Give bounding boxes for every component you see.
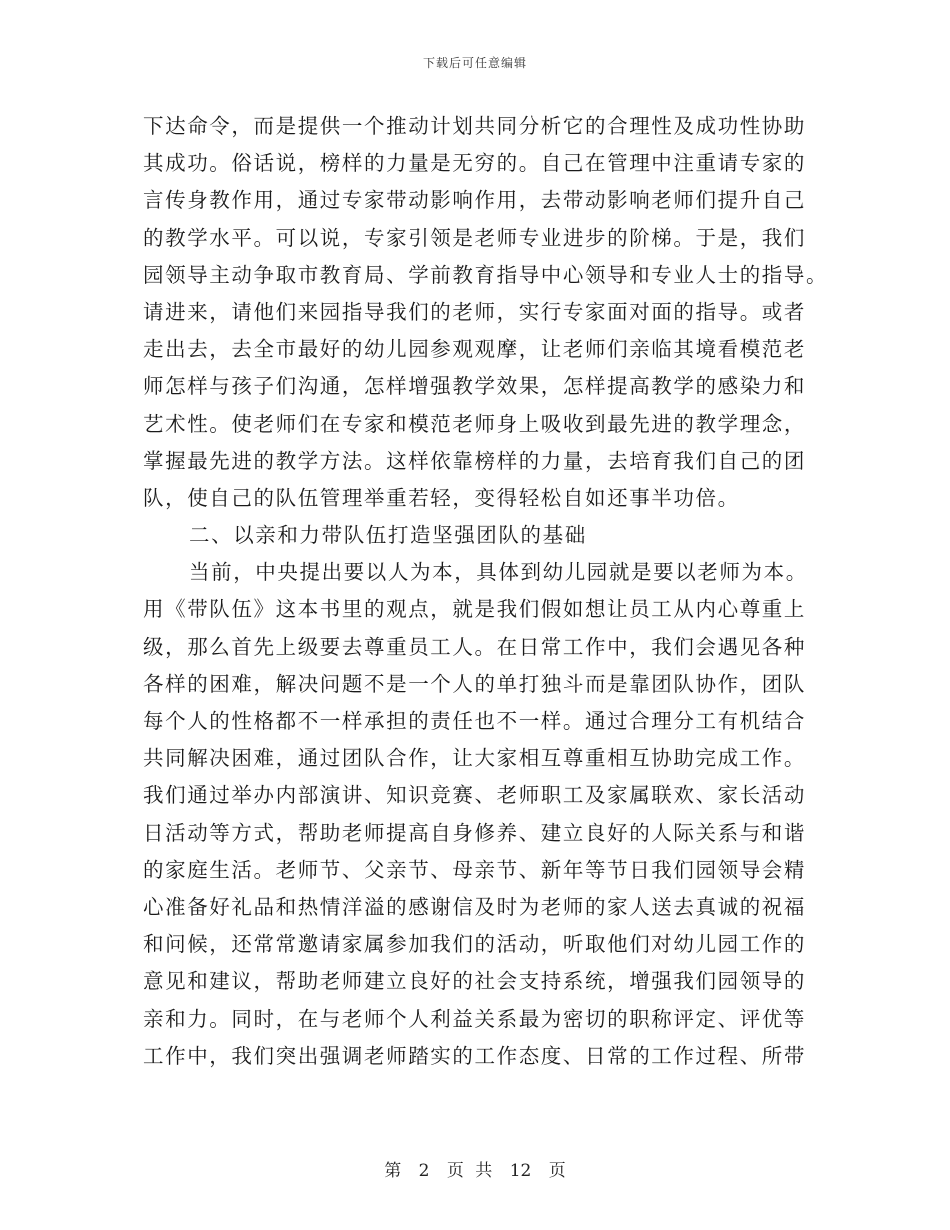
text-line: 的家庭生活。老师节、父亲节、母亲节、新年等节日我们园领导会精: [143, 857, 806, 882]
section-heading: 二、以亲和力带队伍打造坚强团队的基础: [189, 523, 587, 548]
text-line: 和问候，还常常邀请家属参加我们的活动，听取他们对幼儿园工作的: [143, 932, 806, 957]
text-line: 日活动等方式，帮助老师提高自身修养、建立良好的人际关系与和谐: [143, 820, 806, 845]
text-line: 意见和建议，帮助老师建立良好的社会支持系统，增强我们园领导的: [143, 969, 806, 994]
page-suffix: 页: [548, 1161, 566, 1181]
text-line: 各样的困难，解决问题不是一个人的单打独斗而是靠团队协作，团队: [143, 671, 806, 696]
paragraph-first-line: 当前，中央提出要以人为本，具体到幼儿园就是要以老师为本。: [189, 560, 808, 585]
text-line: 艺术性。使老师们在专家和模范老师身上吸收到最先进的教学理念，: [143, 411, 806, 436]
text-line: 园领导主动争取市教育局、学前教育指导中心领导和专业人士的指导。: [143, 262, 829, 287]
page-prefix: 第: [384, 1161, 402, 1181]
text-line: 亲和力。同时，在与老师个人利益关系最为密切的职称评定、评优等: [143, 1006, 806, 1031]
text-line: 每个人的性格都不一样承担的责任也不一样。通过合理分工有机结合: [143, 709, 806, 733]
current-page: 2: [418, 1161, 430, 1181]
text-line: 下达命令，而是提供一个推动计划共同分析它的合理性及成功性协助: [143, 114, 806, 138]
text-line: 走出去，去全市最好的幼儿园参观观摩，让老师们亲临其境看模范老: [143, 337, 806, 362]
text-line: 用《带队伍》这本书里的观点，就是我们假如想让员工从内心尊重上: [143, 597, 806, 622]
text-line: 级，那么首先上级要去尊重员工人。在日常工作中，我们会遇见各种: [143, 634, 806, 659]
document-body: [143, 108, 829, 1075]
total-pages: 12: [509, 1161, 532, 1181]
text-line: 的教学水平。可以说，专家引领是老师专业进步的阶梯。于是，我们: [143, 225, 806, 250]
page-header-note: 下载后可任意编辑: [422, 56, 527, 70]
text-line: 共同解决困难，通过团队合作，让大家相互尊重相互协助完成工作。: [143, 746, 806, 771]
text-line: 队，使自己的队伍管理举重若轻，变得轻松自如还事半功倍。: [143, 485, 740, 510]
page-mid: 页 共: [446, 1161, 493, 1181]
text-line: 掌握最先进的教学方法。这样依靠榜样的力量，去培育我们自己的团: [143, 448, 806, 473]
text-line: 请进来，请他们来园指导我们的老师，实行专家面对面的指导。或者: [143, 299, 806, 324]
text-line: 我们通过举办内部演讲、知识竞赛、老师职工及家属联欢、家长活动: [143, 783, 806, 808]
text-line: 师怎样与孩子们沟通，怎样增强教学效果，怎样提高教学的感染力和: [143, 374, 806, 399]
text-line: 工作中，我们突出强调老师踏实的工作态度、日常的工作过程、所带: [143, 1043, 806, 1068]
page-number: [0, 1156, 950, 1181]
text-line: 言传身教作用，通过专家带动影响作用，去带动影响老师们提升自己: [143, 188, 806, 213]
text-line: 其成功。俗话说，榜样的力量是无穷的。自己在管理中注重请专家的: [143, 151, 806, 176]
text-line: 心准备好礼品和热情洋溢的感谢信及时为老师的家人送去真诚的祝福: [143, 894, 806, 919]
